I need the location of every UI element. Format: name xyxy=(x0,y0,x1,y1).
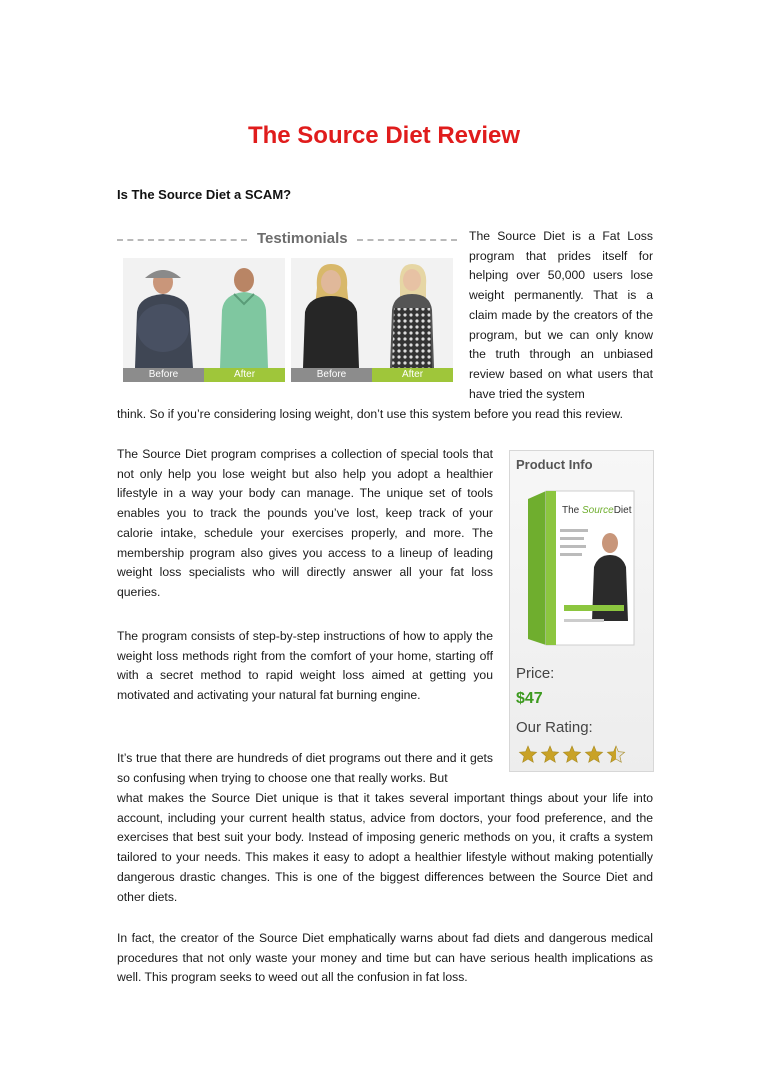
intro-paragraph: The Source Diet is a Fat Loss program that prides itself for helping over 50,000 users lose weight permanently. That is a claim made by the creators of the program, but we can only know the truth through an unbiased review based on what users that have tried the system xyxy=(469,229,653,401)
program-tools-paragraph: The Source Diet program comprises a collection of special tools that not only help you lose weight but also help you adopt a healthier lifestyle in a way your body can manage. The unique set of tools enables you to track the pounds you’ve lost, keep track of your calorie intake, schedule your exercises properly, and more. The membership program also gives you access to a lineup of leading weight loss specialists who will directly answer all your fat loss queries. xyxy=(117,447,493,599)
rating-star xyxy=(541,746,558,762)
testimonial-pair-man xyxy=(123,258,285,382)
uniqueness-paragraph-start: It’s true that there are hundreds of diet programs out there and it gets so confusing when trying to choose one that really works. But xyxy=(117,751,493,785)
after-caption: After xyxy=(204,368,285,382)
fad-diets-paragraph: In fact, the creator of the Source Diet emphatically warns about fad diets and dangerous medical procedures that not only waste your money and time but can have serious health implications as well. This program seeks to weed out all the confusion in fat loss. xyxy=(117,931,653,985)
before-caption: Before xyxy=(291,368,372,382)
testimonials-label: Testimonials xyxy=(257,230,348,247)
page-title: The Source Diet Review xyxy=(247,122,521,149)
before-photo-woman xyxy=(291,258,372,368)
book-title-prefix: The xyxy=(562,505,583,516)
uniqueness-paragraph-rest: what makes the Source Diet unique is that it takes several important things about your life into account, including your current health status, advice from doctors, your food preference, and the exercises that best suit your body. Instead of imposing generic methods on you, it crafts a system tailored to your needs. This makes it easy to adopt a healthier lifestyle without making potentially dangerous drastic changes. This is one of the biggest differences between the Source Diet and other diets. xyxy=(117,791,653,904)
rating-star xyxy=(563,746,580,762)
after-photo-man xyxy=(204,258,285,368)
testimonials-header xyxy=(117,228,457,252)
after-photo-woman xyxy=(372,258,453,368)
program-instructions-paragraph: The program consists of step-by-step instructions of how to apply the weight loss methods right from the comfort of your home, starting off with a secret method to rapid weight loss aimed at getting you motivated and activating your natural fat burning engine. xyxy=(117,629,493,703)
product-info-box xyxy=(509,450,654,772)
testimonials-image xyxy=(117,228,457,386)
price-label: Price: xyxy=(516,665,555,682)
intro-paragraph-continued: think. So if you’re considering losing weight, don’t use this system before you read this review. xyxy=(117,407,624,421)
after-caption: After xyxy=(372,368,453,382)
rating-star xyxy=(607,746,624,762)
before-photo-man xyxy=(123,258,204,368)
rating-stars xyxy=(518,745,628,765)
price-value: $47 xyxy=(516,690,543,707)
subheading: Is The Source Diet a SCAM? xyxy=(117,187,292,202)
rating-star xyxy=(519,746,536,762)
svg-text:The SourceDiet xyxy=(562,505,632,516)
book-title-suffix: Diet xyxy=(613,505,632,516)
rating-star xyxy=(585,746,602,762)
book-title-main: Source xyxy=(582,505,614,516)
before-caption: Before xyxy=(123,368,204,382)
rating-label: Our Rating: xyxy=(516,719,593,736)
product-info-heading: Product Info xyxy=(516,457,593,472)
book-cover-image xyxy=(528,489,636,649)
testimonial-pair-woman xyxy=(291,258,453,382)
